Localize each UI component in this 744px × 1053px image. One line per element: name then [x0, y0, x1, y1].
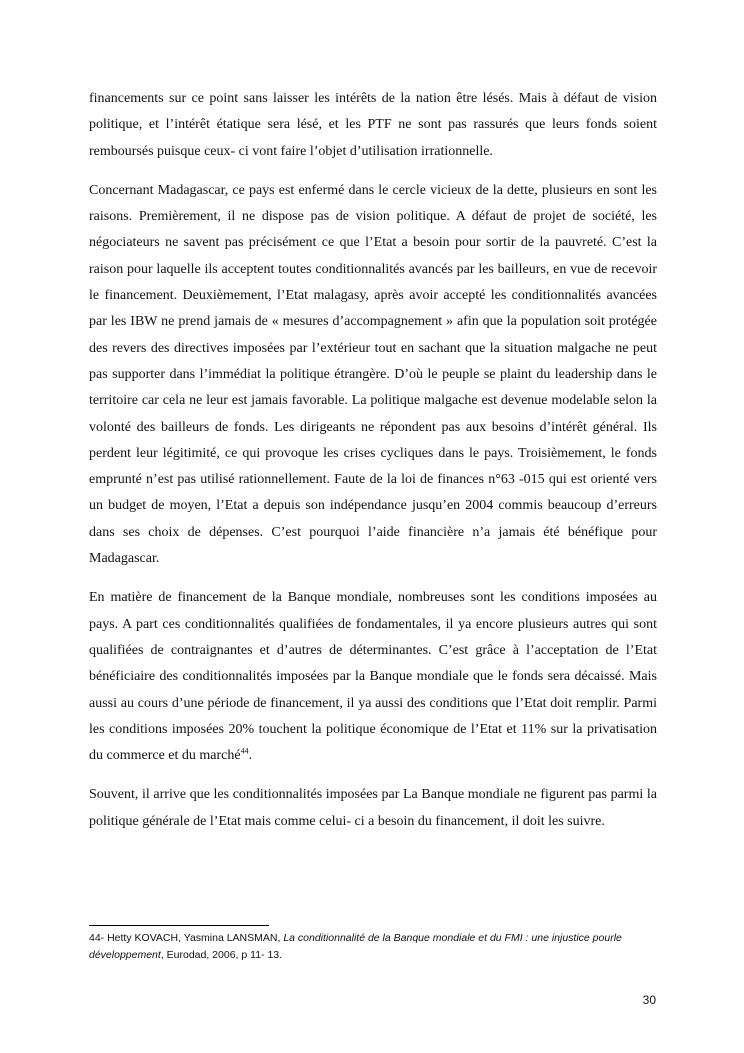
footnote-authors: Hetty KOVACH, Yasmina LANSMAN,	[107, 932, 284, 944]
paragraph-1: financements sur ce point sans laisser les intérêts de la nation être lésés. Mais à défaut de vision politique, et l’intérêt étatique sera lésé, et les PTF ne sont pas rassurés que leurs fonds soient remboursés puisque ceux- ci vont faire l’objet d’utilisation irrationnelle.	[89, 91, 657, 159]
footnote	[89, 930, 657, 964]
footnote-separator	[89, 925, 269, 926]
paragraph-4: Souvent, il arrive que les conditionnalités imposées par La Banque mondiale ne figurent pas parmi la politique générale de l’Etat mais comme celui- ci a besoin du financement, il doit les suivre.	[89, 787, 657, 829]
paragraph-3-end: .	[248, 748, 253, 764]
paragraph-2: Concernant Madagascar, ce pays est enfermé dans le cercle vicieux de la dette, plusieurs en sont les raisons. Premièrement, il ne dispose pas de vision politique. A défaut de projet de société, les négociateurs ne savent pas précisément ce que l’Etat a besoin pour sortir de la pauvreté. C’est la raison pour laquelle ils acceptent toutes conditionnalités avancés par les bailleurs, en vue de recevoir le financement. Deuxièmement, l’Etat malagasy, après avoir accepté les conditionnalités avancées par les IBW ne prend jamais de « mesures d’accompagnement » afin que la population soit protégée des revers des directives imposées par l’extérieur tout en sachant que la situation malgache ne peut pas supporter dans l’immédiat la politique étrangère. D’où le peuple se plaint du leadership dans le territoire car cela ne leur est jamais favorable. La politique malgache est devenue modelable selon la volonté des bailleurs de fonds. Les dirigeants ne répondent pas aux besoins d’intérêt général. Ils perdent leur légitimité, ce qui provoque les crises cycliques dans le pays. Troisièmement, le fonds emprunté n’est pas utilisé rationnellement. Faute de la loi de finances n°63 -015 qui est orienté vers un budget de moyen, l’Etat a depuis son indépendance jusqu’en 2004 commis beaucoup d’erreurs dans ses choix de dépenses. C’est pourquoi l’aide financière n’a jamais été bénéfique pour Madagascar.	[89, 182, 657, 567]
footnote-number: 44-	[89, 932, 108, 944]
footnote-rest: , Eurodad, 2006, p 11- 13.	[160, 949, 283, 961]
paragraph-3	[89, 585, 657, 769]
page-number: 30	[642, 993, 656, 1007]
paragraph-3-text: En matière de financement de la Banque mondiale, nombreuses sont les conditions imposées au pays. A part ces conditionnalités qualifiées de fondamentales, il ya encore plusieurs autres qui sont qualifiées de contraignantes et d’autres de déterminantes. C’est grâce à l’acceptation de l’Etat bénéficiaire des conditionnalités imposées par la Banque mondiale que le fonds sera décaissé. Mais aussi au cours d’une période de financement, il ya aussi des conditions que l’Etat doit remplir. Parmi les conditions imposées 20% touchent la politique économique de l’Etat et 11% sur la privatisation du commerce et du marché	[89, 590, 657, 764]
page-body	[89, 86, 657, 848]
footnote-title: La conditionnalité de la Banque mondiale et du FMI : une injustice pourle développement	[89, 932, 622, 961]
footnote-reference[interactable]: 44	[240, 746, 249, 756]
